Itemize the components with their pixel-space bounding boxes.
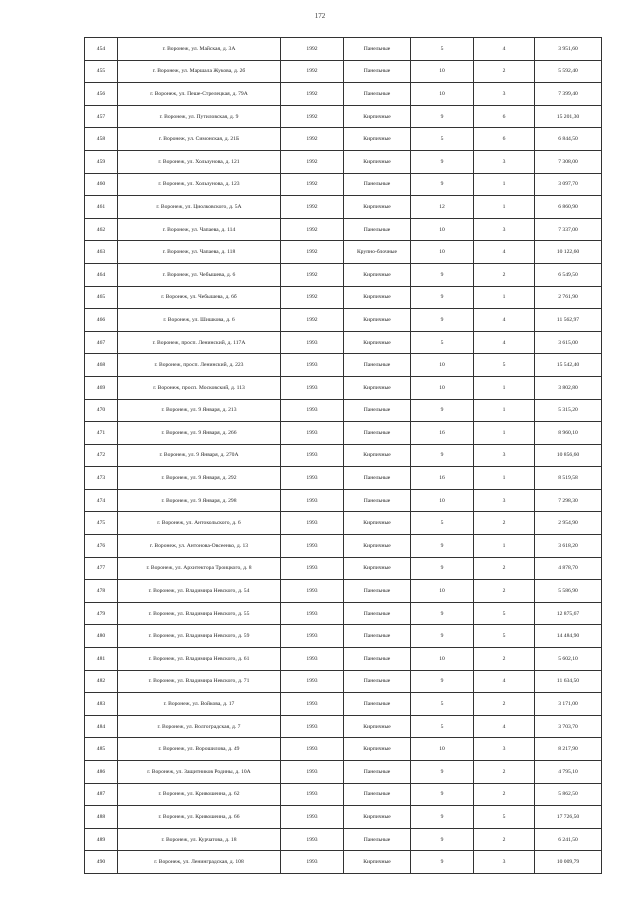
row-number: 487 xyxy=(85,783,118,806)
address-cell: г. Воронеж, ул. Циолковского, д. 5А xyxy=(118,196,281,219)
area-cell: 3 703,70 xyxy=(535,715,602,738)
entrances-cell: 2 xyxy=(474,512,535,535)
table-row xyxy=(85,263,602,286)
wall-material-cell: Панельные xyxy=(344,354,411,377)
table-row xyxy=(85,761,602,784)
entrances-cell: 2 xyxy=(474,557,535,580)
year-cell: 1992 xyxy=(281,241,344,264)
floors-cell: 5 xyxy=(411,512,474,535)
entrances-cell: 1 xyxy=(474,286,535,309)
floors-cell: 10 xyxy=(411,83,474,106)
table-row xyxy=(85,693,602,716)
row-number: 460 xyxy=(85,173,118,196)
table-row xyxy=(85,83,602,106)
row-number: 480 xyxy=(85,625,118,648)
row-number: 461 xyxy=(85,196,118,219)
row-number: 490 xyxy=(85,851,118,874)
wall-material-cell: Панельные xyxy=(344,693,411,716)
row-number: 475 xyxy=(85,512,118,535)
address-cell: г. Воронеж, ул. Чебышева, д. 6 xyxy=(118,263,281,286)
table-row xyxy=(85,512,602,535)
area-cell: 5 586,90 xyxy=(535,580,602,603)
floors-cell: 9 xyxy=(411,806,474,829)
entrances-cell: 4 xyxy=(474,38,535,61)
entrances-cell: 2 xyxy=(474,580,535,603)
year-cell: 1993 xyxy=(281,602,344,625)
entrances-cell: 4 xyxy=(474,331,535,354)
table-body xyxy=(85,38,602,874)
area-cell: 10 856,60 xyxy=(535,444,602,467)
table-row xyxy=(85,625,602,648)
floors-cell: 5 xyxy=(411,693,474,716)
year-cell: 1993 xyxy=(281,761,344,784)
wall-material-cell: Кирпичные xyxy=(344,263,411,286)
year-cell: 1993 xyxy=(281,376,344,399)
row-number: 481 xyxy=(85,648,118,671)
year-cell: 1993 xyxy=(281,648,344,671)
wall-material-cell: Кирпичные xyxy=(344,444,411,467)
area-cell: 8 960,10 xyxy=(535,422,602,445)
wall-material-cell: Панельные xyxy=(344,602,411,625)
table-row xyxy=(85,783,602,806)
year-cell: 1993 xyxy=(281,580,344,603)
floors-cell: 9 xyxy=(411,535,474,558)
floors-cell: 9 xyxy=(411,602,474,625)
row-number: 489 xyxy=(85,828,118,851)
area-cell: 11 562,97 xyxy=(535,309,602,332)
table-row xyxy=(85,354,602,377)
year-cell: 1993 xyxy=(281,354,344,377)
table-row xyxy=(85,150,602,173)
address-cell: г. Воронеж, ул. Хользунова, д. 123 xyxy=(118,173,281,196)
wall-material-cell: Кирпичные xyxy=(344,150,411,173)
entrances-cell: 1 xyxy=(474,422,535,445)
floors-cell: 10 xyxy=(411,738,474,761)
row-number: 479 xyxy=(85,602,118,625)
area-cell: 3 097,70 xyxy=(535,173,602,196)
area-cell: 3 618,20 xyxy=(535,535,602,558)
table-row xyxy=(85,196,602,219)
address-cell: г. Воронеж, ул. Владимира Невского, д. 61 xyxy=(118,648,281,671)
entrances-cell: 3 xyxy=(474,738,535,761)
entrances-cell: 1 xyxy=(474,535,535,558)
floors-cell: 12 xyxy=(411,196,474,219)
table-row xyxy=(85,535,602,558)
year-cell: 1993 xyxy=(281,715,344,738)
area-cell: 14 484,90 xyxy=(535,625,602,648)
table-row xyxy=(85,467,602,490)
area-cell: 7 399,40 xyxy=(535,83,602,106)
address-cell: г. Воронеж, ул. Антонова-Овсеенко, д. 13 xyxy=(118,535,281,558)
row-number: 473 xyxy=(85,467,118,490)
row-number: 488 xyxy=(85,806,118,829)
floors-cell: 9 xyxy=(411,851,474,874)
row-number: 462 xyxy=(85,218,118,241)
wall-material-cell: Панельные xyxy=(344,783,411,806)
entrances-cell: 1 xyxy=(474,399,535,422)
address-cell: г. Воронеж, просп. Ленинский, д. 223 xyxy=(118,354,281,377)
table-row xyxy=(85,738,602,761)
address-cell: г. Воронеж, ул. Симонская, д. 21Б xyxy=(118,128,281,151)
address-cell: г. Воронеж, ул. Архитектора Троицкого, д. 8 xyxy=(118,557,281,580)
floors-cell: 16 xyxy=(411,422,474,445)
year-cell: 1993 xyxy=(281,557,344,580)
address-cell: г. Воронеж, ул. Чапаева, д. 118 xyxy=(118,241,281,264)
wall-material-cell: Панельные xyxy=(344,648,411,671)
year-cell: 1993 xyxy=(281,489,344,512)
year-cell: 1993 xyxy=(281,738,344,761)
year-cell: 1992 xyxy=(281,60,344,83)
year-cell: 1992 xyxy=(281,173,344,196)
wall-material-cell: Панельные xyxy=(344,422,411,445)
address-cell: г. Воронеж, ул. Волгоградская, д. 7 xyxy=(118,715,281,738)
floors-cell: 10 xyxy=(411,60,474,83)
address-cell: г. Воронеж, ул. Шишкова, д. 6 xyxy=(118,309,281,332)
wall-material-cell: Кирпичные xyxy=(344,331,411,354)
wall-material-cell: Панельные xyxy=(344,467,411,490)
address-cell: г. Воронеж, ул. 9 Января, д. 270А xyxy=(118,444,281,467)
floors-cell: 9 xyxy=(411,286,474,309)
floors-cell: 5 xyxy=(411,331,474,354)
wall-material-cell: Панельные xyxy=(344,828,411,851)
area-cell: 3 171,00 xyxy=(535,693,602,716)
table-row xyxy=(85,444,602,467)
area-cell: 7 308,00 xyxy=(535,150,602,173)
area-cell: 15 201,30 xyxy=(535,105,602,128)
area-cell: 5 862,50 xyxy=(535,783,602,806)
table-row xyxy=(85,715,602,738)
floors-cell: 10 xyxy=(411,580,474,603)
floors-cell: 9 xyxy=(411,444,474,467)
entrances-cell: 5 xyxy=(474,806,535,829)
wall-material-cell: Кирпичные xyxy=(344,309,411,332)
area-cell: 11 634,50 xyxy=(535,670,602,693)
wall-material-cell: Панельные xyxy=(344,761,411,784)
area-cell: 3 802,80 xyxy=(535,376,602,399)
year-cell: 1993 xyxy=(281,693,344,716)
area-cell: 8 519,58 xyxy=(535,467,602,490)
floors-cell: 9 xyxy=(411,557,474,580)
floors-cell: 5 xyxy=(411,128,474,151)
address-cell: г. Воронеж, ул. Маршала Жукова, д. 2б xyxy=(118,60,281,83)
area-cell: 12 875,67 xyxy=(535,602,602,625)
entrances-cell: 1 xyxy=(474,173,535,196)
floors-cell: 9 xyxy=(411,309,474,332)
table-row xyxy=(85,580,602,603)
table-row xyxy=(85,218,602,241)
floors-cell: 10 xyxy=(411,489,474,512)
table-row xyxy=(85,489,602,512)
address-cell: г. Воронеж, ул. Защитников Родины, д. 10А xyxy=(118,761,281,784)
entrances-cell: 2 xyxy=(474,263,535,286)
wall-material-cell: Кирпичные xyxy=(344,738,411,761)
area-cell: 6 844,50 xyxy=(535,128,602,151)
entrances-cell: 6 xyxy=(474,128,535,151)
wall-material-cell: Панельные xyxy=(344,60,411,83)
row-number: 466 xyxy=(85,309,118,332)
floors-cell: 10 xyxy=(411,241,474,264)
table-row xyxy=(85,648,602,671)
address-cell: г. Воронеж, ул. 9 Января, д. 298 xyxy=(118,489,281,512)
year-cell: 1993 xyxy=(281,399,344,422)
year-cell: 1992 xyxy=(281,263,344,286)
year-cell: 1992 xyxy=(281,105,344,128)
address-cell: г. Воронеж, ул. Ленинградская, д. 108 xyxy=(118,851,281,874)
floors-cell: 9 xyxy=(411,670,474,693)
area-cell: 6 241,50 xyxy=(535,828,602,851)
floors-cell: 10 xyxy=(411,648,474,671)
table-row xyxy=(85,399,602,422)
entrances-cell: 6 xyxy=(474,105,535,128)
entrances-cell: 2 xyxy=(474,60,535,83)
address-cell: г. Воронеж, ул. Майская, д. 3А xyxy=(118,38,281,61)
floors-cell: 5 xyxy=(411,38,474,61)
table-row xyxy=(85,851,602,874)
wall-material-cell: Кирпичные xyxy=(344,105,411,128)
area-cell: 6 549,50 xyxy=(535,263,602,286)
area-cell: 7 298,30 xyxy=(535,489,602,512)
floors-cell: 9 xyxy=(411,150,474,173)
entrances-cell: 4 xyxy=(474,715,535,738)
row-number: 464 xyxy=(85,263,118,286)
row-number: 465 xyxy=(85,286,118,309)
floors-cell: 9 xyxy=(411,263,474,286)
table-row xyxy=(85,670,602,693)
table-row xyxy=(85,241,602,264)
entrances-cell: 3 xyxy=(474,218,535,241)
wall-material-cell: Кирпичные xyxy=(344,128,411,151)
year-cell: 1993 xyxy=(281,806,344,829)
area-cell: 7 337,00 xyxy=(535,218,602,241)
year-cell: 1993 xyxy=(281,670,344,693)
wall-material-cell: Панельные xyxy=(344,580,411,603)
entrances-cell: 3 xyxy=(474,444,535,467)
address-cell: г. Воронеж, просп. Ленинский, д. 117А xyxy=(118,331,281,354)
area-cell: 15 542,40 xyxy=(535,354,602,377)
page-number: 172 xyxy=(314,12,326,20)
area-cell: 10 009,79 xyxy=(535,851,602,874)
year-cell: 1992 xyxy=(281,38,344,61)
address-cell: г. Воронеж, ул. Пешe-Стрелецкая, д. 79А xyxy=(118,83,281,106)
wall-material-cell: Кирпичные xyxy=(344,376,411,399)
address-cell: г. Воронеж, просп. Московский, д. 113 xyxy=(118,376,281,399)
entrances-cell: 2 xyxy=(474,761,535,784)
entrances-cell: 3 xyxy=(474,83,535,106)
area-cell: 5 602,10 xyxy=(535,648,602,671)
address-cell: г. Воронеж, ул. 9 Января, д. 213 xyxy=(118,399,281,422)
entrances-cell: 3 xyxy=(474,489,535,512)
floors-cell: 10 xyxy=(411,218,474,241)
row-number: 485 xyxy=(85,738,118,761)
wall-material-cell: Панельные xyxy=(344,670,411,693)
wall-material-cell: Крупно-блочные xyxy=(344,241,411,264)
entrances-cell: 4 xyxy=(474,670,535,693)
row-number: 470 xyxy=(85,399,118,422)
entrances-cell: 1 xyxy=(474,467,535,490)
row-number: 471 xyxy=(85,422,118,445)
address-cell: г. Воронеж, ул. 9 Января, д. 292 xyxy=(118,467,281,490)
year-cell: 1993 xyxy=(281,783,344,806)
table-row xyxy=(85,128,602,151)
year-cell: 1992 xyxy=(281,150,344,173)
floors-cell: 16 xyxy=(411,467,474,490)
table-row xyxy=(85,286,602,309)
entrances-cell: 1 xyxy=(474,376,535,399)
year-cell: 1993 xyxy=(281,422,344,445)
wall-material-cell: Панельные xyxy=(344,625,411,648)
row-number: 459 xyxy=(85,150,118,173)
housing-registry-table xyxy=(84,37,602,874)
area-cell: 5 315,20 xyxy=(535,399,602,422)
row-number: 482 xyxy=(85,670,118,693)
address-cell: г. Воронеж, ул. Чапаева, д. 114 xyxy=(118,218,281,241)
wall-material-cell: Панельные xyxy=(344,218,411,241)
floors-cell: 5 xyxy=(411,715,474,738)
table-row xyxy=(85,173,602,196)
year-cell: 1993 xyxy=(281,444,344,467)
address-cell: г. Воронеж, ул. 9 Января, д. 266 xyxy=(118,422,281,445)
entrances-cell: 4 xyxy=(474,309,535,332)
wall-material-cell: Кирпичные xyxy=(344,196,411,219)
area-cell: 8 217,90 xyxy=(535,738,602,761)
wall-material-cell: Кирпичные xyxy=(344,715,411,738)
area-cell: 3 951,60 xyxy=(535,38,602,61)
row-number: 456 xyxy=(85,83,118,106)
row-number: 486 xyxy=(85,761,118,784)
entrances-cell: 3 xyxy=(474,150,535,173)
entrances-cell: 2 xyxy=(474,648,535,671)
area-cell: 2 954,90 xyxy=(535,512,602,535)
table-row xyxy=(85,602,602,625)
year-cell: 1993 xyxy=(281,535,344,558)
entrances-cell: 2 xyxy=(474,828,535,851)
row-number: 455 xyxy=(85,60,118,83)
row-number: 472 xyxy=(85,444,118,467)
year-cell: 1993 xyxy=(281,467,344,490)
table-row xyxy=(85,376,602,399)
area-cell: 3 615,00 xyxy=(535,331,602,354)
year-cell: 1993 xyxy=(281,331,344,354)
floors-cell: 10 xyxy=(411,354,474,377)
floors-cell: 10 xyxy=(411,376,474,399)
floors-cell: 9 xyxy=(411,399,474,422)
address-cell: г. Воронеж, ул. Антокольского, д. 6 xyxy=(118,512,281,535)
wall-material-cell: Панельные xyxy=(344,38,411,61)
year-cell: 1992 xyxy=(281,196,344,219)
wall-material-cell: Кирпичные xyxy=(344,557,411,580)
table-row xyxy=(85,105,602,128)
address-cell: г. Воронеж, ул. Путиловская, д. 9 xyxy=(118,105,281,128)
row-number: 484 xyxy=(85,715,118,738)
year-cell: 1992 xyxy=(281,286,344,309)
table-row xyxy=(85,828,602,851)
year-cell: 1993 xyxy=(281,851,344,874)
row-number: 469 xyxy=(85,376,118,399)
table-row xyxy=(85,60,602,83)
row-number: 468 xyxy=(85,354,118,377)
wall-material-cell: Кирпичные xyxy=(344,512,411,535)
table-row xyxy=(85,331,602,354)
year-cell: 1992 xyxy=(281,128,344,151)
wall-material-cell: Панельные xyxy=(344,83,411,106)
entrances-cell: 4 xyxy=(474,241,535,264)
entrances-cell: 3 xyxy=(474,851,535,874)
wall-material-cell: Панельные xyxy=(344,399,411,422)
entrances-cell: 1 xyxy=(474,196,535,219)
area-cell: 2 761,90 xyxy=(535,286,602,309)
floors-cell: 9 xyxy=(411,761,474,784)
floors-cell: 9 xyxy=(411,173,474,196)
address-cell: г. Воронеж, ул. Владимира Невского, д. 71 xyxy=(118,670,281,693)
floors-cell: 9 xyxy=(411,625,474,648)
entrances-cell: 5 xyxy=(474,354,535,377)
wall-material-cell: Панельные xyxy=(344,173,411,196)
wall-material-cell: Кирпичные xyxy=(344,806,411,829)
row-number: 463 xyxy=(85,241,118,264)
year-cell: 1992 xyxy=(281,218,344,241)
entrances-cell: 5 xyxy=(474,625,535,648)
wall-material-cell: Кирпичные xyxy=(344,535,411,558)
address-cell: г. Воронеж, ул. Владимира Невского, д. 55 xyxy=(118,602,281,625)
wall-material-cell: Кирпичные xyxy=(344,851,411,874)
address-cell: г. Воронеж, ул. Кривошеина, д. 62 xyxy=(118,783,281,806)
row-number: 467 xyxy=(85,331,118,354)
address-cell: г. Воронеж, ул. Хользунова, д. 121 xyxy=(118,150,281,173)
address-cell: г. Воронеж, ул. Курчатова, д. 18 xyxy=(118,828,281,851)
address-cell: г. Воронеж, ул. Кривошеина, д. 66 xyxy=(118,806,281,829)
entrances-cell: 2 xyxy=(474,693,535,716)
row-number: 457 xyxy=(85,105,118,128)
area-cell: 17 726,50 xyxy=(535,806,602,829)
table-row xyxy=(85,309,602,332)
floors-cell: 9 xyxy=(411,828,474,851)
row-number: 458 xyxy=(85,128,118,151)
table-row xyxy=(85,422,602,445)
floors-cell: 9 xyxy=(411,105,474,128)
floors-cell: 9 xyxy=(411,783,474,806)
entrances-cell: 2 xyxy=(474,783,535,806)
year-cell: 1992 xyxy=(281,83,344,106)
wall-material-cell: Кирпичные xyxy=(344,286,411,309)
year-cell: 1993 xyxy=(281,625,344,648)
year-cell: 1993 xyxy=(281,828,344,851)
table-row xyxy=(85,806,602,829)
area-cell: 4 878,70 xyxy=(535,557,602,580)
address-cell: г. Воронеж, ул. Чебышева, д. 6б xyxy=(118,286,281,309)
year-cell: 1992 xyxy=(281,309,344,332)
row-number: 474 xyxy=(85,489,118,512)
table-row xyxy=(85,557,602,580)
row-number: 476 xyxy=(85,535,118,558)
row-number: 477 xyxy=(85,557,118,580)
wall-material-cell: Панельные xyxy=(344,489,411,512)
area-cell: 10 122,60 xyxy=(535,241,602,264)
address-cell: г. Воронеж, ул. Ворошилова, д. 49 xyxy=(118,738,281,761)
area-cell: 4 795,10 xyxy=(535,761,602,784)
address-cell: г. Воронеж, ул. Владимира Невского, д. 54 xyxy=(118,580,281,603)
area-cell: 6 860,90 xyxy=(535,196,602,219)
row-number: 454 xyxy=(85,38,118,61)
row-number: 478 xyxy=(85,580,118,603)
year-cell: 1993 xyxy=(281,512,344,535)
entrances-cell: 5 xyxy=(474,602,535,625)
row-number: 483 xyxy=(85,693,118,716)
address-cell: г. Воронеж, ул. Владимира Невского, д. 59 xyxy=(118,625,281,648)
address-cell: г. Воронеж, ул. Войкова, д. 17 xyxy=(118,693,281,716)
table-row xyxy=(85,38,602,61)
area-cell: 5 592,40 xyxy=(535,60,602,83)
